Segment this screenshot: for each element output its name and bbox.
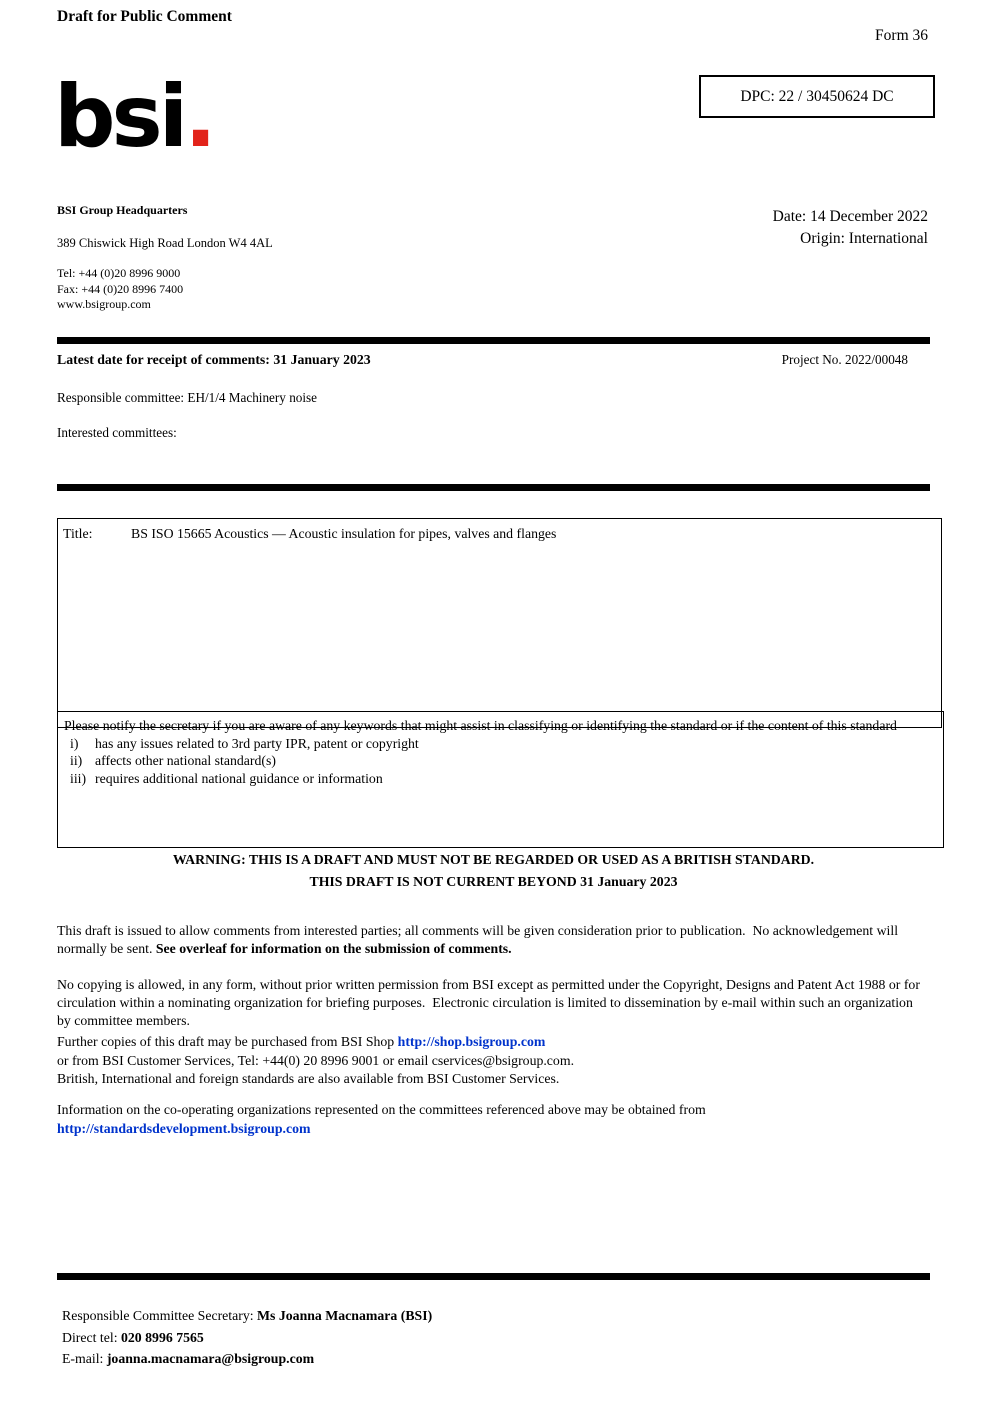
keywords-item-text: has any issues related to 3rd party IPR, patent or copyright [95, 735, 419, 751]
secretary-name: Ms Joanna Macnamara (BSI) [257, 1308, 433, 1323]
email-label: E-mail: [62, 1351, 107, 1366]
overleaf-submission-note: See overleaf for information on the submission of comments. [155, 940, 512, 956]
bsi-shop-link[interactable]: http://shop.bsigroup.com [397, 1034, 546, 1049]
purchase-line [57, 1033, 930, 1052]
title-label: Title: [63, 526, 93, 541]
divider-bar-middle [57, 484, 930, 491]
hq-contact-block [57, 266, 183, 313]
dpc-number: DPC: 22 / 30450624 DC [740, 87, 894, 105]
hq-tel: Tel: +44 (0)20 8996 9000 [57, 266, 181, 280]
keywords-item [64, 735, 937, 753]
dpc-number-box [699, 75, 935, 118]
direct-tel-value: 020 8996 7565 [121, 1329, 204, 1345]
cooperating-organizations-text: Information on the co-operating organizations represented on the committees referenced above may be obtained from [57, 1102, 706, 1117]
title-row [63, 526, 936, 542]
keywords-item-text: requires additional national guidance or information [95, 770, 383, 786]
secretary-label: Responsible Committee Secretary: [62, 1308, 258, 1323]
document-origin: Origin: International [800, 230, 928, 247]
secretary-line [62, 1305, 432, 1327]
keywords-item-text: affects other national standard(s) [95, 753, 276, 768]
bsi-logo-dot: . [184, 67, 213, 167]
responsible-committee: Responsible committee: EH/1/4 Machinery noise [57, 390, 318, 405]
standards-availability-line: British, International and foreign standards are also available from BSI Customer Services. [57, 1071, 560, 1086]
project-number: Project No. 2022/00048 [781, 352, 908, 367]
keywords-notice-box [57, 711, 944, 848]
bsi-logo-text: bsi [54, 67, 185, 167]
comments-deadline-row [57, 352, 930, 368]
comments-consideration-text: This draft is issued to allow comments from interested parties; all comments will be given consideration prior to publication. No acknowledgement will normally be sent. [57, 922, 902, 956]
latest-comments-date: Latest date for receipt of comments: 31 January 2023 [57, 352, 371, 367]
hq-website: www.bsigroup.com [57, 297, 151, 311]
comments-consideration-paragraph [57, 922, 930, 958]
email-value: joanna.macnamara@bsigroup.com [106, 1351, 315, 1366]
divider-bar-bottom [57, 1273, 930, 1280]
divider-bar-top [57, 337, 930, 344]
direct-tel-line [62, 1327, 432, 1349]
customer-services-line: or from BSI Customer Services, Tel: +44(0) 20 8996 9001 or email cservices@bsigroup.com. [57, 1052, 575, 1068]
purchase-line-text: Further copies of this draft may be purchased from BSI Shop [57, 1034, 398, 1049]
direct-tel-label: Direct tel: [62, 1329, 121, 1345]
email-line [62, 1348, 432, 1370]
hq-street-address: 389 Chiswick High Road London W4 4AL [57, 236, 273, 250]
interested-committees: Interested committees: [57, 425, 177, 440]
keywords-item-number: ii) [70, 753, 83, 768]
keywords-item [64, 770, 937, 788]
secretary-footer [62, 1305, 432, 1370]
hq-name: BSI Group Headquarters [57, 203, 188, 217]
draft-warning-line1: WARNING: THIS IS A DRAFT AND MUST NOT BE REGARDED OR USED AS A BRITISH STANDARD. [172, 852, 815, 867]
title-box [57, 518, 942, 728]
keywords-item-number: i) [70, 735, 79, 751]
document-date: Date: 14 December 2022 [772, 208, 928, 225]
keywords-intro: Please notify the secretary if you are aware of any keywords that might assist in classifying or identifying the standard or if the content of this standard [64, 718, 897, 733]
draft-status-heading: Draft for Public Comment [57, 8, 232, 25]
bsi-logo [54, 67, 213, 167]
standards-development-link[interactable]: http://standardsdevelopment.bsigroup.com [57, 1120, 311, 1136]
cooperating-organizations-paragraph [57, 1101, 930, 1138]
draft-warning [57, 849, 930, 893]
keywords-item-number: iii) [70, 770, 87, 786]
copyright-paragraph: No copying is allowed, in any form, without prior written permission from BSI except as permitted under the Copyright, Designs and Patent Act 1988 or for circulation within a nominating organization for briefing purposes. Electronic circulation is limited to dissemination by e-mail within such an organization by committee members. [57, 976, 924, 1028]
hq-fax: Fax: +44 (0)20 8996 7400 [57, 281, 184, 296]
draft-warning-line2: THIS DRAFT IS NOT CURRENT BEYOND 31 January 2023 [309, 874, 678, 889]
purchase-info-paragraph [57, 1033, 930, 1089]
keywords-item [64, 752, 937, 770]
standard-title: BS ISO 15665 Acoustics — Acoustic insulation for pipes, valves and flanges [131, 526, 557, 541]
form-number: Form 36 [875, 27, 928, 44]
